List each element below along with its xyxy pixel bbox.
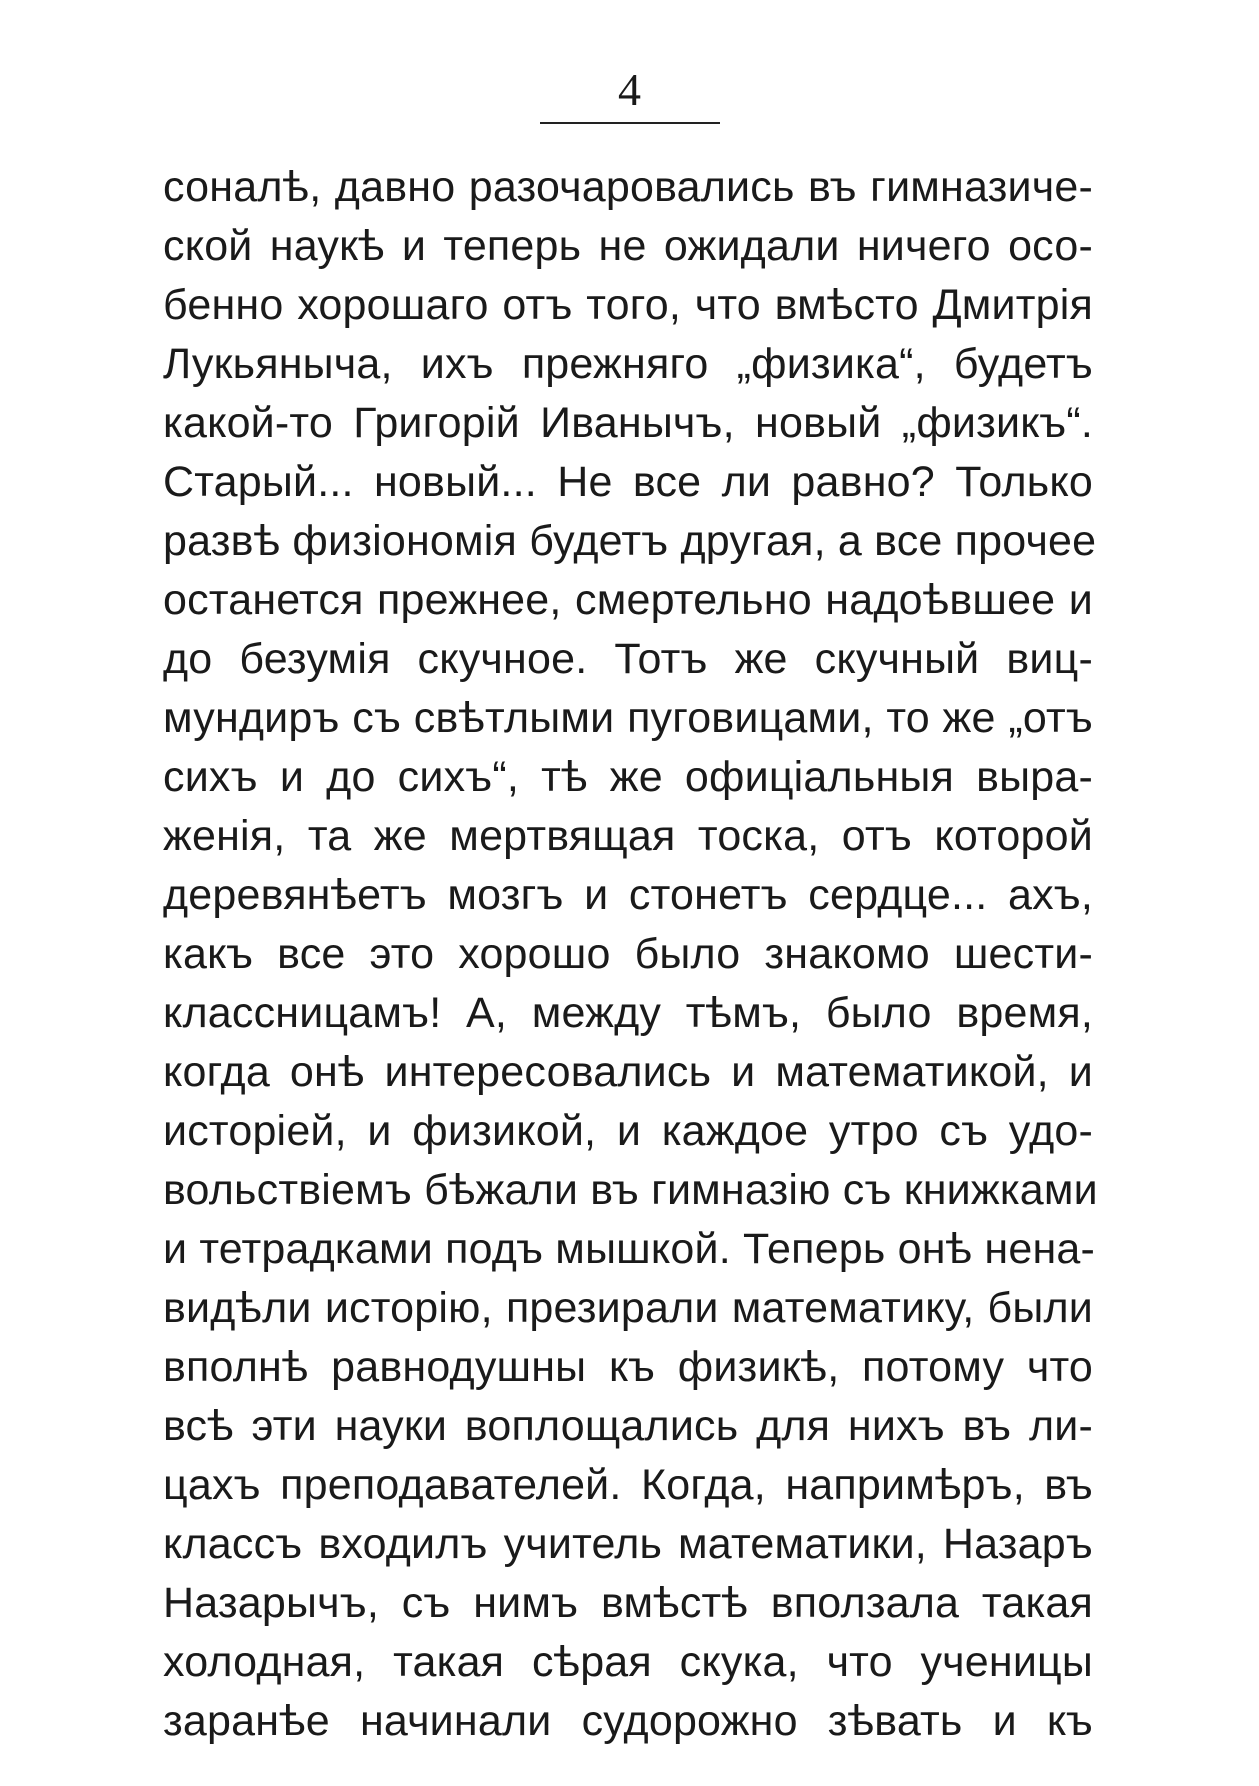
text-line: мундиръ съ свѣтлыми пуговицами, то же „отъ [163, 694, 1093, 742]
page-number: 4 [618, 64, 641, 115]
text-line: классницамъ! А, между тѣмъ, было время, [163, 989, 1093, 1037]
text-line: ской наукѣ и теперь не ожидали ничего осо- [163, 222, 1093, 270]
text-line: исторіей, и физикой, и каждое утро съ удо- [163, 1107, 1093, 1155]
text-line: развѣ физіономія будетъ другая, а все прочее [163, 517, 1097, 565]
text-line: когда онѣ интересовались и математикой, и [163, 1048, 1093, 1096]
text-line: до безумія скучное. Тотъ же скучный виц- [163, 635, 1093, 683]
text-line: Назарычъ, съ нимъ вмѣстѣ вползала такая [163, 1579, 1093, 1627]
text-line: останется прежнее, смертельно надоѣвшее и [163, 576, 1093, 624]
text-line: цахъ преподавателей. Когда, напримѣръ, въ [163, 1461, 1093, 1509]
text-line: женія, та же мертвящая тоска, отъ которой [163, 812, 1093, 860]
text-line: вполнѣ равнодушны къ физикѣ, потому что [163, 1343, 1093, 1391]
text-line: бенно хорошаго отъ того, что вмѣсто Дмитрія [163, 281, 1093, 329]
text-line: вольствіемъ бѣжали въ гимназію съ книжками [163, 1166, 1098, 1214]
text-line: и тетрадками подъ мышкой. Теперь онѣ нена- [163, 1225, 1096, 1273]
text-line: соналѣ, давно разочаровались въ гимназиче- [163, 163, 1093, 211]
text-line: холодная, такая сѣрая скука, что ученицы [163, 1638, 1093, 1686]
text-line: какъ все это хорошо было знакомо шести- [163, 930, 1093, 978]
text-line: классъ входилъ учитель математики, Назаръ [163, 1520, 1093, 1568]
text-line: всѣ эти науки воплощались для нихъ въ ли- [163, 1402, 1093, 1450]
text-line: какой-то Григорій Иванычъ, новый „физикъ“. [163, 399, 1093, 447]
text-line: заранѣе начинали судорожно зѣвать и къ [163, 1697, 1093, 1745]
body-text [163, 158, 1098, 1751]
text-line: сихъ и до сихъ“, тѣ же офиціальныя выра- [163, 753, 1093, 801]
text-line: Старый... новый... Не все ли равно? Только [163, 458, 1093, 506]
text-line: Лукьяныча, ихъ прежняго „физика“, будетъ [163, 340, 1093, 388]
text-line: видѣли исторію, презирали математику, были [163, 1284, 1093, 1332]
text-line: деревянѣетъ мозгъ и стонетъ сердце... ахъ, [163, 871, 1093, 919]
header-rule [540, 122, 720, 124]
